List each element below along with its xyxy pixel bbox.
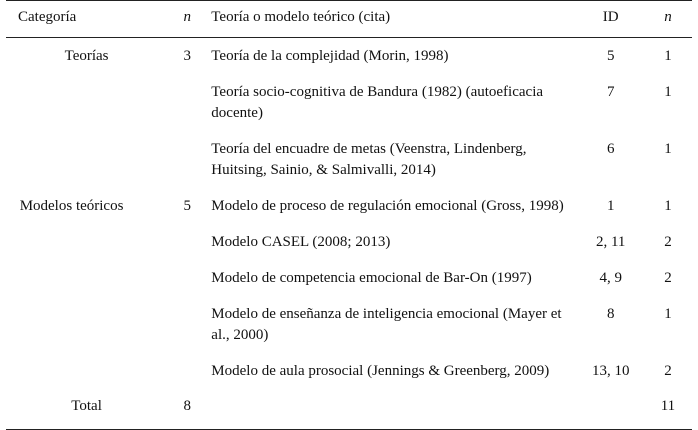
id-cell: 8 — [606, 306, 615, 322]
id-cell: 13, 10 — [591, 363, 630, 379]
header-row — [6, 1, 692, 38]
total-theory-count: 11 — [644, 392, 692, 430]
id-cell: 5 — [606, 48, 615, 64]
header-category: Categoría — [6, 1, 167, 38]
header-theory: Teoría o modelo teórico (cita) — [207, 1, 577, 38]
table-row — [6, 227, 692, 263]
table-row — [6, 134, 692, 191]
id-cell: 4, 9 — [599, 270, 622, 286]
theory-cell: Teoría del encuadre de metas (Veenstra, Lindenberg, Huitsing, Sainio, & Salmivalli, 2014) — [211, 141, 527, 178]
category-count-cell: 5 — [183, 198, 191, 214]
id-cell: 2, 11 — [595, 234, 626, 250]
theory-cell: Modelo CASEL (2008; 2013) — [211, 234, 391, 250]
count-cell: 2 — [664, 270, 672, 286]
table-row — [6, 38, 692, 78]
count-cell: 1 — [664, 198, 672, 214]
id-cell: 6 — [606, 141, 615, 157]
total-row — [6, 392, 692, 430]
header-n-theory: n — [644, 1, 692, 38]
table-row — [6, 191, 692, 227]
category-cell: Teorías — [64, 48, 109, 64]
theory-cell: Modelo de aula prosocial (Jennings & Greenberg, 2009) — [211, 363, 550, 379]
total-label: Total — [6, 392, 167, 430]
theory-cell: Modelo de competencia emocional de Bar-On (1997) — [211, 270, 532, 286]
table-row — [6, 77, 692, 134]
id-cell: 1 — [606, 198, 615, 214]
id-cell: 7 — [606, 84, 615, 100]
total-category-count: 8 — [167, 392, 207, 430]
header-n-category: n — [167, 1, 207, 38]
count-cell: 2 — [664, 363, 672, 379]
table-row — [6, 299, 692, 356]
theory-cell: Teoría de la complejidad (Morin, 1998) — [211, 48, 449, 64]
table-row — [6, 263, 692, 299]
count-cell: 1 — [664, 306, 672, 322]
count-cell: 2 — [664, 234, 672, 250]
theory-cell: Modelo de proceso de regulación emocional (Gross, 1998) — [211, 198, 564, 214]
category-count-cell: 3 — [183, 48, 191, 64]
count-cell: 1 — [664, 141, 672, 157]
count-cell: 1 — [664, 48, 672, 64]
theory-cell: Teoría socio-cognitiva de Bandura (1982) (autoeficacia docente) — [211, 84, 544, 121]
category-cell: Modelos teóricos — [19, 198, 124, 214]
header-id: ID — [577, 1, 643, 38]
theories-table — [6, 0, 692, 430]
count-cell: 1 — [664, 84, 672, 100]
table-row — [6, 356, 692, 392]
theory-cell: Modelo de enseñanza de inteligencia emocional (Mayer et al., 2000) — [211, 306, 562, 343]
